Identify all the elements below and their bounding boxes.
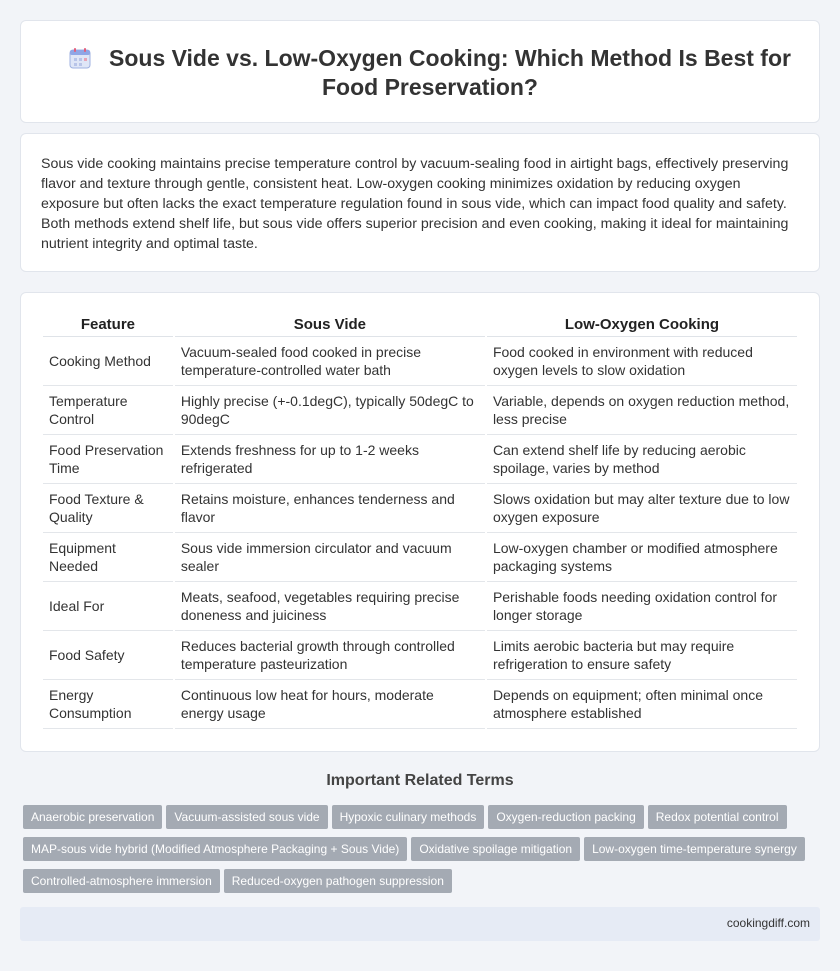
related-term-tag[interactable]: Controlled-atmosphere immersion [23, 869, 220, 893]
low-oxygen-cell: Low-oxygen chamber or modified atmosphere packaging systems [487, 533, 797, 582]
header-sous-vide: Sous Vide [175, 315, 485, 337]
feature-cell: Temperature Control [43, 386, 173, 435]
sous-vide-cell: Sous vide immersion circulator and vacuum sealer [175, 533, 485, 582]
table-row [43, 533, 797, 582]
related-term-tag[interactable]: Redox potential control [648, 805, 787, 829]
comparison-table [41, 315, 799, 729]
sous-vide-cell: Retains moisture, enhances tenderness and flavor [175, 484, 485, 533]
related-term-tag[interactable]: Anaerobic preservation [23, 805, 162, 829]
table-row [43, 631, 797, 680]
feature-cell: Energy Consumption [43, 680, 173, 729]
table-header-row [43, 315, 797, 337]
related-terms-list [23, 805, 823, 901]
feature-cell: Equipment Needed [43, 533, 173, 582]
table-row [43, 680, 797, 729]
sous-vide-cell: Continuous low heat for hours, moderate energy usage [175, 680, 485, 729]
table-row [43, 484, 797, 533]
feature-cell: Food Preservation Time [43, 435, 173, 484]
sous-vide-cell: Reduces bacterial growth through controlled temperature pasteurization [175, 631, 485, 680]
feature-cell: Food Texture & Quality [43, 484, 173, 533]
sous-vide-cell: Meats, seafood, vegetables requiring precise doneness and juiciness [175, 582, 485, 631]
site-link[interactable]: cookingdiff.com [726, 916, 810, 930]
related-term-tag[interactable]: Hypoxic culinary methods [332, 805, 485, 829]
related-term-tag[interactable]: Oxidative spoilage mitigation [411, 837, 580, 861]
low-oxygen-cell: Can extend shelf life by reducing aerobic spoilage, varies by method [487, 435, 797, 484]
header-feature: Feature [43, 315, 173, 337]
related-term-tag[interactable]: Oxygen-reduction packing [488, 805, 643, 829]
low-oxygen-cell: Perishable foods needing oxidation control for longer storage [487, 582, 797, 631]
sous-vide-cell: Highly precise (+-0.1degC), typically 50degC to 90degC [175, 386, 485, 435]
table-row [43, 435, 797, 484]
related-term-tag[interactable]: Vacuum-assisted sous vide [166, 805, 327, 829]
low-oxygen-cell: Food cooked in environment with reduced oxygen levels to slow oxidation [487, 337, 797, 386]
header-low-oxygen: Low-Oxygen Cooking [487, 315, 797, 337]
page-title-text: Sous Vide vs. Low-Oxygen Cooking: Which Method Is Best for Food Preservation? [109, 45, 791, 100]
related-terms-title: Important Related Terms [326, 772, 514, 789]
table-row [43, 582, 797, 631]
header-card [20, 20, 820, 123]
table-row [43, 386, 797, 435]
intro-card [20, 133, 820, 272]
low-oxygen-cell: Slows oxidation but may alter texture due to low oxygen exposure [487, 484, 797, 533]
feature-cell: Cooking Method [43, 337, 173, 386]
related-term-tag[interactable]: Low-oxygen time-temperature synergy [584, 837, 805, 861]
page-title [61, 44, 799, 102]
table-row [43, 337, 797, 386]
sous-vide-cell: Extends freshness for up to 1-2 weeks refrigerated [175, 435, 485, 484]
footer-bar [20, 907, 820, 941]
sous-vide-cell: Vacuum-sealed food cooked in precise temperature-controlled water bath [175, 337, 485, 386]
feature-cell: Food Safety [43, 631, 173, 680]
feature-cell: Ideal For [43, 582, 173, 631]
intro-paragraph: Sous vide cooking maintains precise temperature control by vacuum-sealing food in airtight bags, effectively preserving flavor and texture through gentle, consistent heat. Low-oxygen cooking minimizes oxidation by reducing oxygen exposure but often lacks the exact temperature regulation found in sous vide, which can impact food quality and safety. Both methods extend shelf life, but sous vide offers superior precision and even cooking, making it ideal for maintaining nutrient integrity and optimal taste. [41, 156, 789, 252]
calendar-icon [69, 47, 91, 69]
low-oxygen-cell: Limits aerobic bacteria but may require refrigeration to ensure safety [487, 631, 797, 680]
comparison-table-card [20, 292, 820, 752]
low-oxygen-cell: Variable, depends on oxygen reduction method, less precise [487, 386, 797, 435]
low-oxygen-cell: Depends on equipment; often minimal once atmosphere established [487, 680, 797, 729]
related-term-tag[interactable]: Reduced-oxygen pathogen suppression [224, 869, 452, 893]
related-term-tag[interactable]: MAP-sous vide hybrid (Modified Atmosphere Packaging + Sous Vide) [23, 837, 407, 861]
